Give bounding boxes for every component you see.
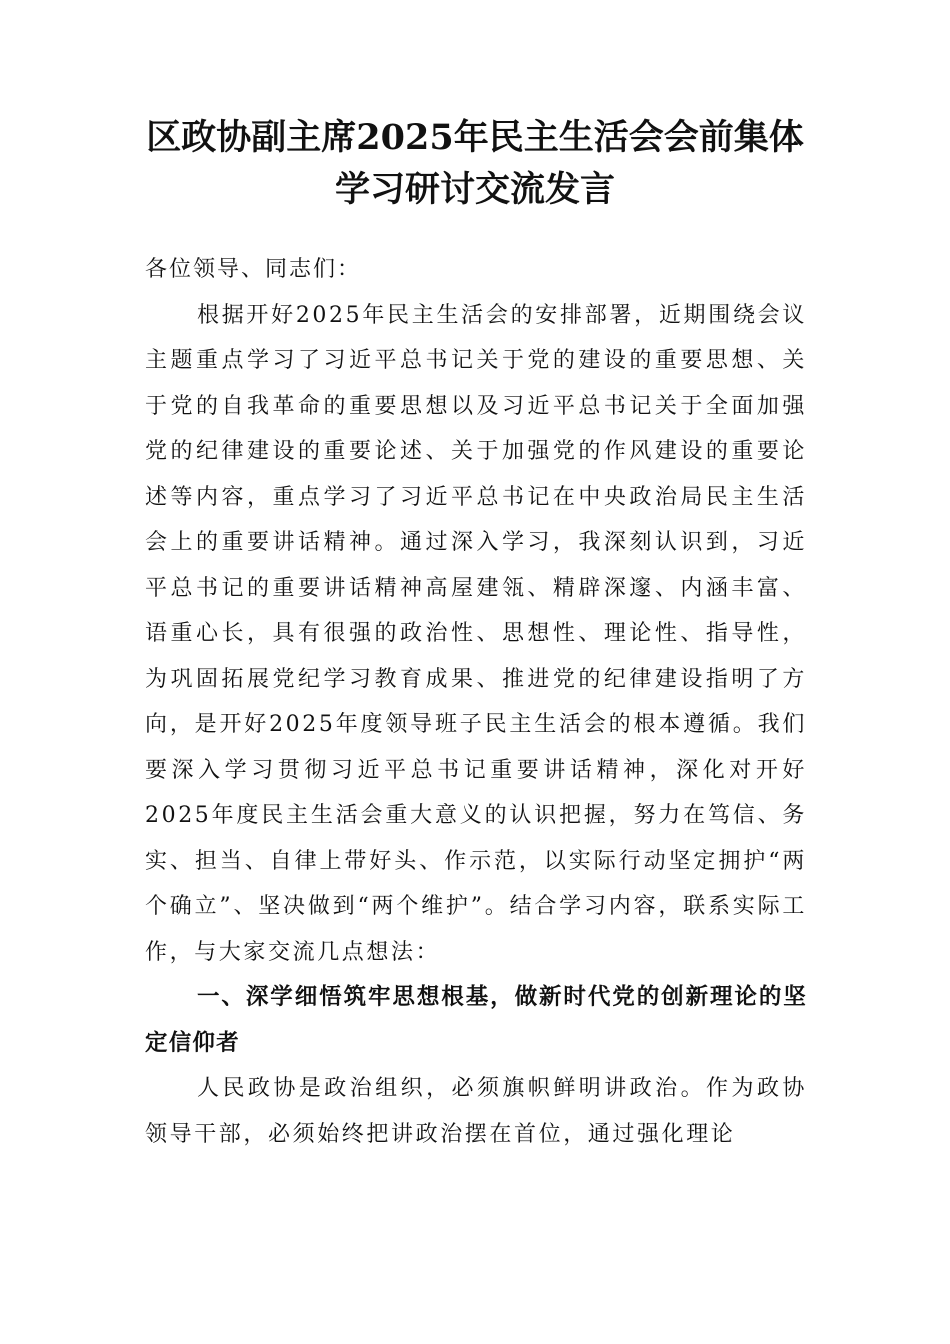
document-body <box>145 247 807 1157</box>
paragraph-2: 人民政协是政治组织，必须旗帜鲜明讲政治。作为政协领导干部，必须始终把讲政治摆在首位，通过强化理论 <box>145 1076 807 1147</box>
salutation: 各位领导、同志们： <box>145 257 362 282</box>
title-line-1: 区政协副主席2025年民主生活会会前集体 <box>146 117 804 158</box>
title-line-2: 学习研讨交流发言 <box>334 169 615 210</box>
paragraph-1: 根据开好2025年民主生活会的安排部署，近期围绕会议主题重点学习了习近平总书记关于党的建设的重要思想、关于党的自我革命的重要思想以及习近平总书记关于全面加强党的纪律建设的重要论述、关于加强党的作风建设的重要论述等内容，重点学习了习近平总书记在中央政治局民主生活会上的重要讲话精神。通过深入学习，我深刻认识到，习近平总书记的重要讲话精神高屋建瓴、精辟深邃、内涵丰富、语重心长，具有很强的政治性、思想性、理论性、指导性，为巩固拓展党纪学习教育成果、推进党的纪律建设指明了方向，是开好2025年度领导班子民主生活会的根本遵循。我们要深入学习贯彻习近平总书记重要讲话精神，深化对开好2025年度民主生活会重大意义的认识把握，努力在笃信、务实、担当、自律上带好头、作示范，以实际行动坚定拥护“两个确立”、坚决做到“两个维护”。结合学习内容，联系实际工作，与大家交流几点想法： <box>145 302 807 965</box>
section-heading-1: 一、深学细悟筑牢思想根基，做新时代党的创新理论的坚定信仰者 <box>145 984 807 1056</box>
document-title <box>100 112 850 216</box>
